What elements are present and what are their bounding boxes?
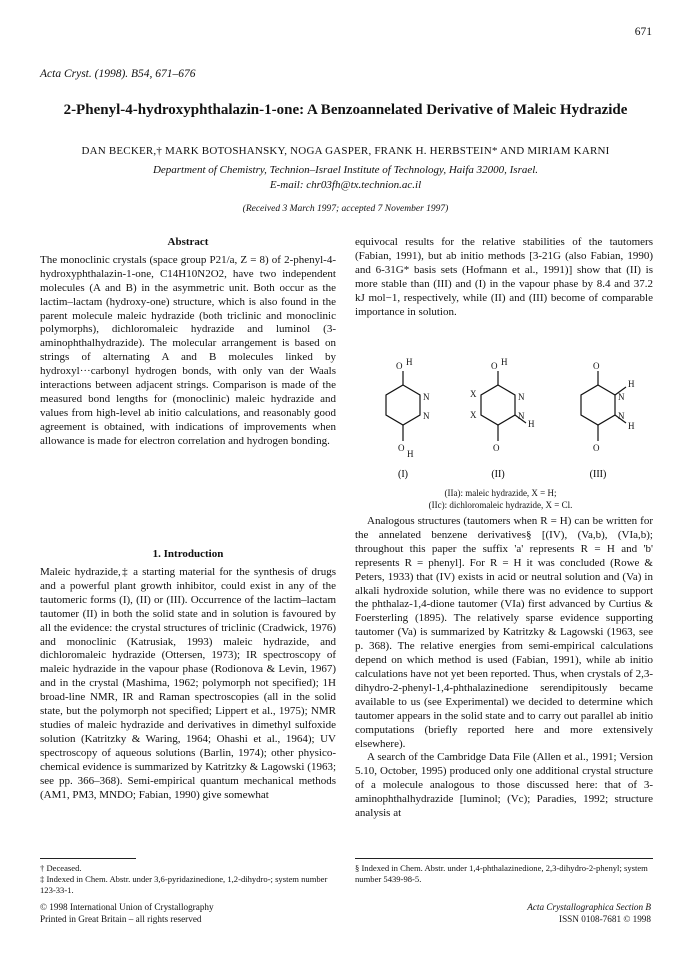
right-footnote: § Indexed in Chem. Abstr. under 1,4-phthalazinedione, 2,3-dihydro-2-phenyl; system number 5439-98-5.	[355, 863, 648, 884]
received-dates: (Received 3 March 1997; accepted 7 November 1997)	[242, 204, 449, 214]
right-column-top	[355, 236, 653, 319]
structure-label-I: (I)	[398, 469, 408, 480]
footnote-index: ‡ Indexed in Chem. Abstr. under 3,6-pyridazinedione, 1,2-dihydro-; system number 123-33-1.	[40, 874, 328, 895]
atom-label: O	[593, 361, 600, 371]
atom-label: H	[406, 357, 413, 367]
atom-label: N	[618, 411, 625, 421]
atom-label: N	[618, 392, 625, 402]
issn-line: ISSN 0108-7681 © 1998	[559, 913, 651, 924]
atom-label: N	[518, 392, 525, 402]
atom-label: N	[423, 411, 430, 421]
left-column	[40, 236, 336, 449]
copyright-line: © 1998 International Union of Crystallography	[40, 902, 214, 912]
affiliation	[0, 163, 691, 193]
footnote-deceased: † Deceased.	[40, 863, 82, 873]
abstract-text: The monoclinic crystals (space group P21/a, Z = 8) of 2-phenyl-4-hydroxyphthalazin-1-one, C14H10N2O2, have two independent molecules (A and B) in the asymmetric unit. Both occur as the lactim–lactam (hydroxy-one) structure, which is also found in the parent molecule maleic hydrazide (both triclinic and monoclinic polymorphs), dichloromaleic hydrazide and luminol (3-aminophthalhydrazide). The molecular arrangement is based on strings of alternating A and B molecules linked by hydroxyl···carbonyl hydrogen bonds, with only van der Waals interactions between adjacent strings. Comparison is made of the measured bond lengths for (monoclinic) maleic hydrazide and values from high-level ab initio calculations, and reasonably good agreement is obtained, with indications of improvements when allowance is made for electron correlation and hydrogen bonding.	[40, 253, 336, 447]
right-footnote-divider	[355, 858, 653, 859]
atom-label: O	[491, 361, 498, 371]
atom-label: H	[501, 357, 508, 367]
atom-label: H	[528, 419, 535, 429]
footnote-divider	[40, 858, 136, 859]
introduction-heading: 1. Introduction	[152, 548, 224, 560]
figure-caption	[348, 488, 653, 511]
journal-section-name: Acta Crystallographica Section B	[527, 902, 651, 912]
right-paragraph-3: A search of the Cambridge Data File (Allen et al., 1991; Version 5.10, October, 1995) produced only one additional crystal structure of a molecule analogous to those discussed here: that of 3-aminophthalhydrazide [luminol; (Vc); Paradies, 1992; structure analysis at	[355, 751, 653, 820]
atom-label: N	[423, 392, 430, 402]
email-line: E-mail: chr03fh@tx.technion.ac.il	[269, 179, 422, 191]
ring-II	[481, 385, 515, 425]
atom-label: H	[628, 379, 635, 389]
printed-line: Printed in Great Britain – all rights reserved	[40, 913, 202, 924]
journal-section-block	[527, 902, 651, 925]
right-paragraph-2: Analogous structures (tautomers when R = H) can be written for the annelated benzene derivatives§ [(IV), (Va,b), (VIa,b); throughout this paper the suffix 'a' represents R = H and 'b' represents R = phenyl]. For R = H it was concluded (Rowe & Peters, 1933) that (IV) exists in acid or neutral solution and (Va) in alkali hydroxide solution, while there was no evidence to support the phthalaz-1,4-dione tautomer (VIa) first advanced by Curtius & Foersterling (1895). The relatively sparse evidence supporting tautomer (Va) is summarized by Katritzky & Lagowski (1963, see p. 368). The relative energies from semi-empirical calculations depend on which method is used (Fabian, 1991), while ab initio calculations have not yet been reported. Thus, when crystals of 2,3-dihydro-2-phenyl-1,4-phthalazinedione serendipitously became available to us (see Experimental) we decided to determine which tautomer appears in the solid state and to carry out parallel ab initio computations (briefly reported here and more extensively elsewhere).	[355, 515, 653, 750]
atom-label: X	[470, 389, 477, 399]
atom-label: O	[396, 361, 403, 371]
atom-label: N	[518, 411, 525, 421]
atom-label: H	[628, 421, 635, 431]
introduction-section	[40, 548, 336, 562]
tautomer-figure	[348, 355, 653, 485]
atom-label: O	[493, 443, 500, 453]
atom-label: X	[470, 410, 477, 420]
abstract-heading: Abstract	[167, 236, 209, 248]
introduction-body	[40, 566, 336, 802]
paper-title: 2-Phenyl-4-hydroxyphthalazin-1-one: A Benzoannelated Derivative of Maleic Hydrazide	[63, 102, 628, 118]
affiliation-line: Department of Chemistry, Technion–Israel Institute of Technology, Haifa 32000, Israel.	[152, 164, 539, 176]
atom-label: H	[407, 449, 414, 459]
caption-line-2: (IIc): dichloromaleic hydrazide, X = Cl.	[428, 499, 573, 510]
copyright-block	[40, 902, 214, 925]
introduction-text: Maleic hydrazide,‡ a starting material for the synthesis of drugs and a powerful plant growth inhibitor, could exist in any of the tautomeric forms (I), (II) or (III). Occurrence of the lactim–lactam tautomer (II) in both the solid state and in solution is favoured by all the evidence: the crystal structures of triclinic (Cradwick, 1976) and monoclinic (Katrusiak, 1993) maleic hydrazide, and dichloromaleic hydrazide (Ottersen, 1973); IR spectroscopy of maleic hydrazide in the vapour phase (Rodionova & Levin, 1967) and in the crystal (Mashima, 1962; polymorph not specified); 1H broad-line NMR, IR and Raman spectroscopies (all in the solid state, but the polymorph not specified; Lippert et al., 1975); NMR studies of maleic hydrazide and derivatives in dimethyl sulfoxide solution (Katritzky & Waring, 1964; Ohashi et al., 1964); UV spectroscopy of aqueous solutions (Barlin, 1974); other physico-chemical evidence is summarized by Katritzky & Lagowski (1963; see pp. 366–368). Semi-empirical quantum mechanical methods (AM1, PM3, MNDO; Fabian, 1990) give somewhat	[40, 566, 336, 801]
structure-label-III: (III)	[589, 469, 607, 480]
ring-III	[581, 385, 615, 425]
right-paragraph-1: equivocal results for the relative stabilities of the tautomers (Fabian, 1991), but ab initio methods [3-21G (also Fabian, 1990) and 6-31G* basis sets (Hofmann et al., 1991)] show that (II) is more stable than (III) and (I) in the vapour phase by 8.4 and 37.2 kJ mol−1, respectively, while (II) and (III) become of comparable importance in solution.	[355, 236, 653, 318]
tautomer-structures	[348, 355, 653, 485]
journal-reference: Acta Cryst. (1998). B54, 671–676	[40, 68, 196, 80]
structure-label-II: (II)	[491, 469, 505, 480]
right-column-body	[355, 515, 653, 821]
left-footnotes	[40, 863, 336, 896]
page-number: 671	[634, 26, 652, 38]
ring-I	[386, 385, 420, 425]
atom-label: O	[398, 443, 405, 453]
atom-label: O	[593, 443, 600, 453]
author-list: DAN BECKER,† MARK BOTOSHANSKY, NOGA GASPER, FRANK H. HERBSTEIN* AND MIRIAM KARNI	[81, 145, 610, 157]
caption-line-1: (IIa): maleic hydrazide, X = H;	[444, 488, 557, 498]
